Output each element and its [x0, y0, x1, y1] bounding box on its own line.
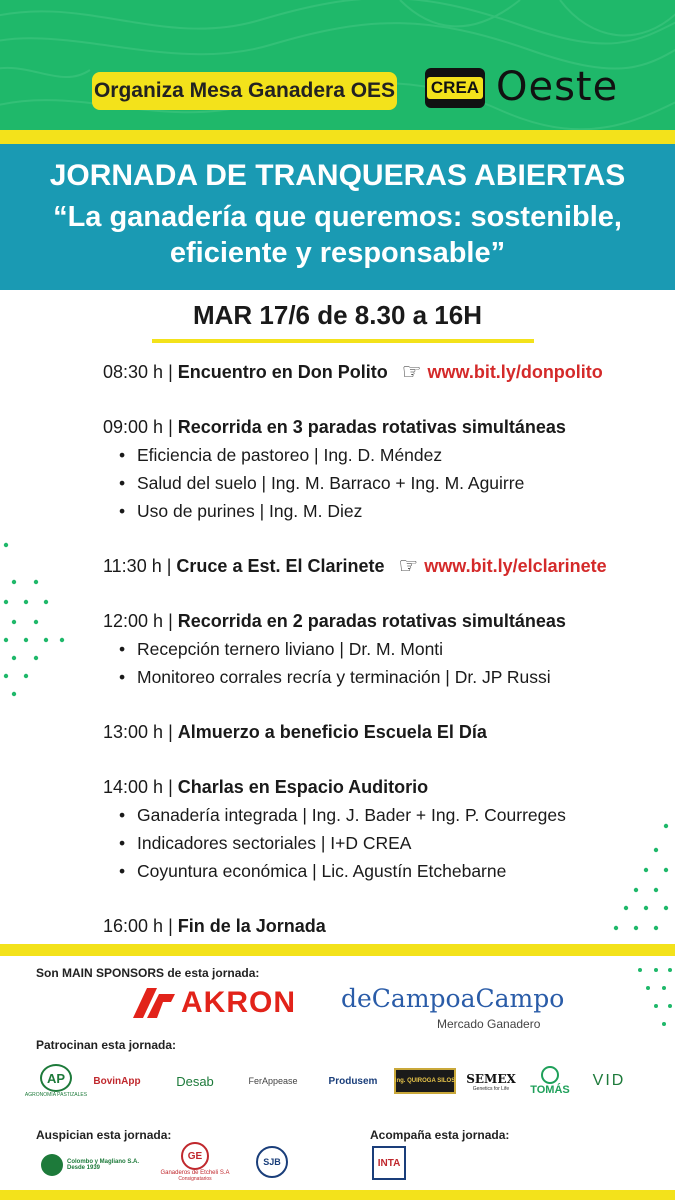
schedule-row: 13:00 h | Almuerzo a beneficio Escuela El Día	[103, 718, 663, 746]
schedule-title: Encuentro en Don Polito	[177, 362, 388, 382]
schedule-time: 13:00 h	[103, 722, 164, 742]
etcheli-name: Ganaderos de Etcheli S.A	[160, 1170, 230, 1176]
ap-logo	[24, 1060, 88, 1102]
pointing-hand-icon: ☞	[398, 553, 419, 578]
main-sponsors-label: Son MAIN SPONSORS de esta jornada:	[36, 966, 260, 980]
decampoacampo-logo: deCampoaCampo	[341, 984, 565, 1013]
inta-logo	[372, 1146, 406, 1180]
semex-logo	[466, 1064, 516, 1100]
produsem-logo: Produsem	[328, 1075, 378, 1087]
tomas-name: TOMÁS	[530, 1084, 570, 1096]
acompana-label: Acompaña esta jornada:	[370, 1128, 510, 1142]
link-elclarinete[interactable]: www.bit.ly/elclarinete	[424, 556, 607, 576]
schedule-title: Fin de la Jornada	[177, 916, 326, 936]
schedule-title: Almuerzo a beneficio Escuela El Día	[177, 722, 487, 742]
schedule-title: Charlas en Espacio Auditorio	[177, 777, 429, 797]
schedule-row: 14:00 h | Charlas en Espacio Auditorio	[103, 773, 663, 801]
yellow-stripe-middle	[0, 944, 675, 956]
header-banner	[0, 0, 675, 130]
schedule-time: 09:00 h	[103, 417, 164, 437]
auspician-label: Auspician esta jornada:	[36, 1128, 172, 1142]
schedule-row: 12:00 h | Recorrida en 2 paradas rotativas simultáneas	[103, 607, 663, 635]
quiroga-silos-logo: Ing. QUIROGA SILOS	[394, 1068, 456, 1094]
desab-logo: Desab	[176, 1073, 214, 1089]
sjb-logo	[250, 1140, 294, 1184]
akron-name: AKRON	[181, 986, 296, 1019]
event-date: MAR 17/6 de 8.30 a 16H	[192, 300, 483, 330]
schedule-title: Cruce a Est. El Clarinete	[176, 556, 385, 576]
crea-logo-text: CREA	[427, 77, 483, 99]
etcheli-mark-icon: GE	[181, 1142, 209, 1170]
tomas-wheel-icon	[541, 1066, 559, 1084]
tomas-logo	[524, 1064, 576, 1098]
schedule-item: • Uso de purines | Ing. M. Diez	[103, 497, 663, 525]
decorative-dots-left	[0, 540, 70, 700]
vid-logo: VID	[592, 1072, 626, 1089]
sjb-mark: SJB	[256, 1146, 288, 1178]
event-subtitle-line1: “La ganadería que queremos: sostenible,	[53, 201, 622, 233]
decorative-dots-right	[600, 820, 675, 940]
schedule-title: Recorrida en 3 paradas rotativas simultáneas	[177, 417, 566, 437]
schedule-item: • Ganadería integrada | Ing. J. Bader + Ing. P. Courreges	[103, 801, 663, 829]
akron-logo	[133, 986, 296, 1020]
patrocinan-label: Patrocinan esta jornada:	[36, 1038, 177, 1052]
etcheli-tag: Consignatarios	[178, 1176, 212, 1182]
schedule-row: 09:00 h | Recorrida en 3 paradas rotativas simultáneas	[103, 413, 663, 441]
event-title: JORNADA DE TRANQUERAS ABIERTAS	[49, 159, 626, 192]
schedule-item: • Monitoreo corrales recría y terminación | Dr. JP Russi	[103, 663, 663, 691]
region-logo-text: Oeste	[496, 64, 619, 110]
schedule-time: 08:30 h	[103, 362, 164, 382]
schedule-item: • Recepción ternero liviano | Dr. M. Monti	[103, 635, 663, 663]
colombo-name: Colombo y Magliano S.A.	[66, 1159, 139, 1165]
schedule-time: 16:00 h	[103, 916, 164, 936]
yellow-stripe-bottom	[0, 1190, 675, 1200]
schedule-title: Recorrida en 2 paradas rotativas simultáneas	[177, 611, 566, 631]
schedule-row: 08:30 h | Encuentro en Don Polito ☞ www.bit.ly/donpolito	[103, 359, 603, 384]
schedule-time: 11:30 h	[103, 556, 162, 576]
decampoacampo-subtitle: Mercado Ganadero	[437, 1017, 541, 1031]
ferappease-logo: FerAppease	[248, 1076, 298, 1086]
pointing-hand-icon: ☞	[401, 359, 422, 384]
decorative-dots-right-lower	[600, 962, 675, 1042]
schedule-time: 14:00 h	[103, 777, 164, 797]
schedule-row: 11:30 h | Cruce a Est. El Clarinete ☞ www.bit.ly/elclarinete	[103, 553, 607, 578]
ap-logo-tag: AGRONOMÍA PASTIZALES	[24, 1092, 88, 1098]
colombo-tag: Desde 1939	[66, 1165, 101, 1171]
semex-name: SEMEX	[466, 1072, 516, 1086]
schedule-item: • Coyuntura económica | Lic. Agustín Etchebarne	[103, 857, 663, 885]
date-underline	[152, 339, 534, 343]
organizer-badge: Organiza Mesa Ganadera OES	[92, 72, 397, 110]
schedule-row: 16:00 h | Fin de la Jornada	[103, 912, 663, 940]
yellow-stripe-top	[0, 130, 675, 144]
schedule-item: • Salud del suelo | Ing. M. Barraco + Ing. M. Aguirre	[103, 469, 663, 497]
schedule-item: • Indicadores sectoriales | I+D CREA	[103, 829, 663, 857]
ap-logo-mark: AP	[40, 1064, 72, 1092]
colombo-mark-icon	[41, 1154, 63, 1176]
crea-logo	[425, 68, 485, 108]
ganaderos-etcheli-logo	[150, 1140, 240, 1184]
link-donpolito[interactable]: www.bit.ly/donpolito	[427, 362, 603, 382]
colombo-magliano-logo	[40, 1150, 140, 1180]
event-subtitle-line2: eficiente y responsable”	[169, 237, 506, 269]
schedule-time: 12:00 h	[103, 611, 164, 631]
bovinapp-logo: BovinApp	[93, 1075, 141, 1087]
schedule	[103, 358, 663, 940]
title-band	[0, 144, 675, 290]
semex-tag: Genetics for Life	[472, 1086, 510, 1092]
inta-name: INTA	[377, 1157, 401, 1169]
schedule-item: • Eficiencia de pastoreo | Ing. D. Méndez	[103, 441, 663, 469]
akron-mark-icon	[133, 988, 175, 1018]
